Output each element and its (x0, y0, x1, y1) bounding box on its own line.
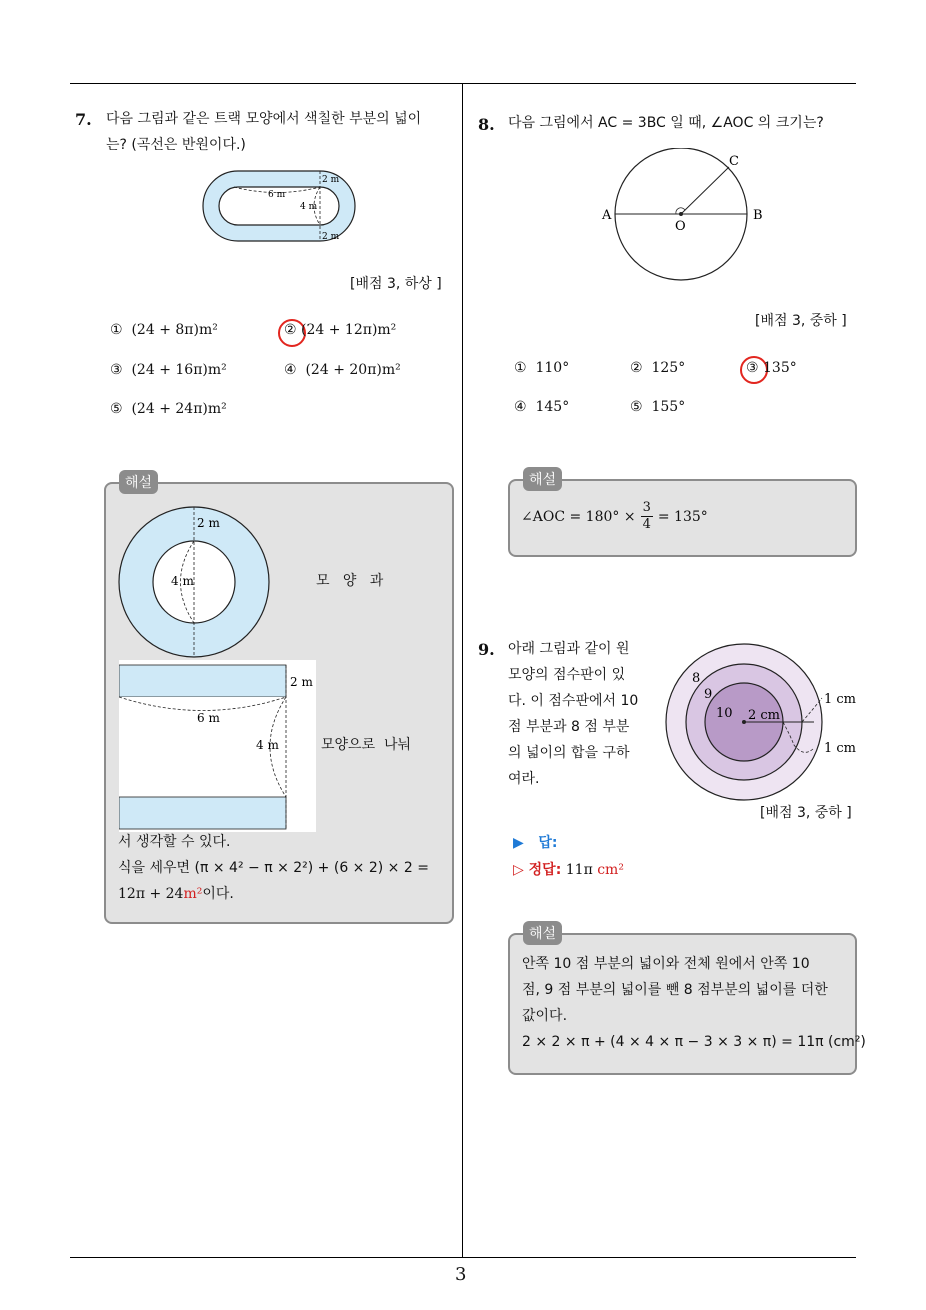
q9-label-width-1: 1 cm (824, 692, 857, 707)
q8-formula-left: ∠AOC = 180° × (521, 508, 636, 525)
q7-fig-label-width-top: 2 m (322, 175, 340, 185)
q7-explanation-unit: m² (183, 886, 203, 902)
q9-explanation-line2: 점, 9 점 부분의 넓이를 뺀 8 점부분의 넓이를 더한 (522, 982, 828, 998)
choice-text: (24 + 8π)m² (131, 322, 218, 338)
page-number: 3 (455, 1264, 467, 1285)
choice-number: ① (514, 360, 527, 376)
choice-number: ③ (110, 362, 123, 378)
column-divider (462, 83, 463, 1258)
q7-fig-label-width-bottom: 2 m (322, 232, 340, 242)
q9-explanation-line1: 안쪽 10 점 부분의 넓이와 전체 원에서 안쪽 10 (522, 956, 810, 972)
q9-label-radius: 2 cm (748, 708, 781, 723)
choice-number: ⑤ (110, 401, 123, 417)
q8-fraction (641, 500, 653, 533)
q9-text-line-4: 점 부분과 8 점 부분 (508, 719, 630, 735)
choice-text: (24 + 16π)m² (131, 362, 227, 378)
q9-text-line-3: 다. 이 점수판에서 10 (508, 693, 639, 709)
q7-fig-label-diameter: 4 m (300, 202, 318, 212)
q9-number: 9. (478, 640, 495, 659)
choice-text: (24 + 20π)m² (305, 362, 401, 378)
q8-label-a: A (602, 208, 612, 223)
choice-number: ④ (284, 362, 297, 378)
q7-choice-3[interactable] (110, 362, 227, 378)
q9-correct-unit: cm² (597, 862, 624, 878)
q7-choice-2[interactable] (284, 322, 396, 338)
q8-explanation-tag: 해설 (523, 467, 562, 491)
q8-label-b: B (753, 208, 763, 223)
q7-number: 7. (75, 110, 92, 129)
q9-correct-label: ▷ 정답: (513, 862, 562, 878)
q7-choice-4[interactable] (284, 362, 401, 378)
q7-rect-label-length: 6 m (197, 711, 220, 725)
choice-text: (24 + 12π)m² (301, 322, 397, 338)
choice-text: 110° (535, 360, 570, 376)
q7-rect-label-height: 4 m (256, 738, 279, 752)
choice-number: ⑤ (630, 399, 643, 415)
q7-fig-label-length: 6 m (268, 190, 286, 200)
q9-explanation-line4: 2 × 2 × π + (4 × 4 × π − 3 × 3 × π) = 11π (cm²) (522, 1034, 866, 1050)
q7-rect-figure (119, 660, 316, 832)
q7-ring-figure (117, 505, 272, 660)
choice-text: 135° (763, 360, 797, 376)
q9-text-line-5: 의 넓이의 합을 구하 (508, 745, 630, 761)
q7-text-line2: 는? (곡선은 반원이다.) (106, 137, 246, 153)
q8-choice-5[interactable] (630, 399, 685, 415)
q7-explanation-line1: 서 생각할 수 있다. (118, 834, 231, 850)
q9-target-figure (664, 640, 860, 804)
q7-explanation-line2: 식을 세우면 (π × 4² − π × 2²) + (6 × 2) × 2 = (118, 860, 429, 876)
q8-number: 8. (478, 115, 495, 134)
q7-meta: [배점 3, 하상 ] (350, 276, 442, 292)
q8-text: 다음 그림에서 AC = 3BC 일 때, ∠AOC 의 크기는? (508, 115, 824, 131)
q9-label-width-2: 1 cm (824, 741, 857, 756)
q7-rect-caption: 모양으로 나눠 (321, 737, 412, 753)
q8-formula-right: = 135° (657, 508, 708, 525)
choice-text: 145° (535, 399, 570, 415)
q9-meta: [배점 3, 중하 ] (760, 805, 852, 821)
q9-answer-label: ▶ 답: (513, 835, 558, 851)
choice-number: ④ (514, 399, 527, 415)
q8-meta: [배점 3, 중하 ] (755, 313, 847, 329)
q8-choice-3[interactable] (746, 360, 797, 376)
q7-choice-1[interactable] (110, 322, 218, 338)
choice-number: ③ (746, 360, 759, 376)
choice-number: ② (630, 360, 643, 376)
q7-explanation-result: 12π + 24 (118, 886, 184, 902)
q9-explanation-tag: 해설 (523, 921, 562, 945)
q8-fraction-denominator: 4 (642, 517, 651, 532)
q7-ring-label-width: 2 m (197, 516, 220, 530)
q9-explanation-line3: 값이다. (522, 1008, 568, 1024)
q9-label-10: 10 (716, 706, 733, 721)
q9-correct-answer (513, 859, 624, 879)
q7-choice-5[interactable] (110, 401, 227, 417)
q7-ring-caption: 모 양 과 (316, 573, 384, 589)
q8-explanation-formula (521, 500, 708, 533)
q9-label-9: 9 (704, 687, 713, 702)
choice-text: 155° (651, 399, 686, 415)
q7-track-figure (200, 168, 358, 244)
q9-text-line-6: 여라. (508, 771, 540, 787)
q8-circle-figure (598, 148, 768, 286)
q7-explanation-ending: 이다. (202, 886, 234, 902)
top-rule (70, 83, 856, 84)
q8-choice-2[interactable] (630, 360, 685, 376)
choice-text: (24 + 24π)m² (131, 401, 227, 417)
q9-text-line-1: 아래 그림과 같이 원 (508, 641, 630, 657)
q8-label-c: C (729, 154, 739, 169)
q7-explanation-line3 (118, 881, 234, 907)
q8-fraction-numerator: 3 (642, 500, 651, 515)
q9-label-8: 8 (692, 671, 701, 686)
q9-text-line-2: 모양의 점수판이 있 (508, 667, 626, 683)
bottom-rule (70, 1257, 856, 1258)
q9-correct-value: 11π (565, 862, 593, 878)
q7-ring-label-diameter: 4 m (171, 574, 194, 588)
q8-label-o: O (675, 219, 686, 234)
q8-choice-4[interactable] (514, 399, 569, 415)
q7-rect-label-width: 2 m (290, 675, 313, 689)
choice-text: 125° (651, 360, 686, 376)
choice-number: ① (110, 322, 123, 338)
q7-explanation-tag: 해설 (119, 470, 158, 494)
q8-choice-1[interactable] (514, 360, 569, 376)
choice-number: ② (284, 322, 297, 338)
q7-text-line1: 다음 그림과 같은 트랙 모양에서 색칠한 부분의 넓이 (106, 111, 422, 127)
